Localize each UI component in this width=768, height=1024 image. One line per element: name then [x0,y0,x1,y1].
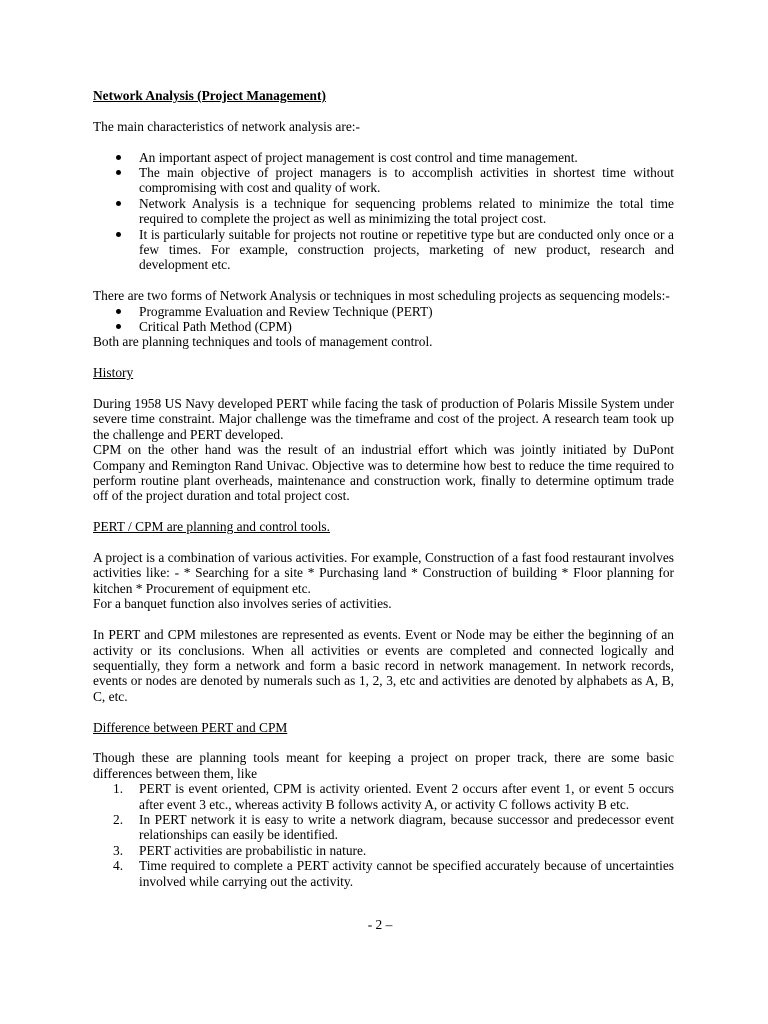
list-item: An important aspect of project management is cost control and time management. [93,150,674,165]
document-title: Network Analysis (Project Management) [93,88,326,103]
list-item: It is particularly suitable for projects not routine or repetitive type but are conducted only once or a few times. For example, construction projects, marketing of new product, research and development etc. [93,227,674,273]
tools-heading: PERT / CPM are planning and control tools. [93,519,330,535]
list-text: Time required to complete a PERT activity cannot be specified accurately because of uncertainties involved while carrying out the activity. [139,858,674,889]
list-number: 4. [113,858,124,874]
characteristics-list [93,150,674,273]
differences-list [93,781,674,889]
milestones-paragraph: In PERT and CPM milestones are represented as events. Event or Node may be either the beginning of an activity or its conclusions. When all activities or events are completed and connected logically and sequentially, they form a network and form a basic record in network management. In network records, events or nodes are denoted by numerals such as 1, 2, 3, etc and activities are denoted by alphabets as A, B, C, etc. [93,627,674,704]
difference-intro: Though these are planning tools meant for keeping a project on proper track, there are some basic differences between them, like [93,750,674,781]
list-item: Programme Evaluation and Review Technique (PERT) [93,304,674,319]
list-item: Network Analysis is a technique for sequencing problems related to minimize the total time required to complete the project as well as minimizing the total project cost. [93,196,674,227]
forms-intro: There are two forms of Network Analysis or techniques in most scheduling projects as sequencing models:- [93,288,670,304]
list-item: The main objective of project managers is to accomplish activities in shortest time without compromising with cost and quality of work. [93,165,674,196]
forms-list [93,304,674,335]
list-text: PERT activities are probabilistic in nature. [139,842,367,858]
list-number: 2. [113,811,124,827]
list-item [93,781,674,812]
forms-outro: Both are planning techniques and tools of management control. [93,334,433,350]
list-item: Critical Path Method (CPM) [93,319,674,334]
history-paragraph: During 1958 US Navy developed PERT while facing the task of production of Polaris Missile System under severe time constraint. Major challenge was the timeframe and cost of the project. A research team took up the challenge and PERT developed. [93,396,674,442]
tools-paragraph: For a banquet function also involves series of activities. [93,596,392,612]
list-text: In PERT network it is easy to write a network diagram, because successor and predecessor event relationships can easily be identified. [139,811,674,843]
list-item [93,812,674,843]
tools-paragraph: A project is a combination of various activities. For example, Construction of a fast food restaurant involves activities like: - * Searching for a site * Purchasing land * Construction of building * Floor planning for kitchen * Procurement of equipment etc. [93,550,674,596]
intro-text: The main characteristics of network analysis are:- [93,118,360,134]
list-item [93,843,674,858]
list-item [93,858,674,889]
page-body [93,88,674,889]
page-number: - 2 – [367,917,393,932]
list-number: 1. [113,781,124,797]
difference-heading: Difference between PERT and CPM [93,719,288,735]
history-paragraph: CPM on the other hand was the result of an industrial effort which was jointly initiated by DuPont Company and Remington Rand Univac. Objective was to determine how best to reduce the time required to perform routine plant overheads, maintenance and construction work, finally to determine optimum trade off of the project duration and total project cost. [93,442,674,504]
list-text: PERT is event oriented, CPM is activity oriented. Event 2 occurs after event 1, or event 5 occurs after event 3 etc., whereas activity B follows activity A, or activity C follows activity B etc. [139,781,674,812]
list-number: 3. [113,842,124,858]
history-heading: History [93,365,134,381]
